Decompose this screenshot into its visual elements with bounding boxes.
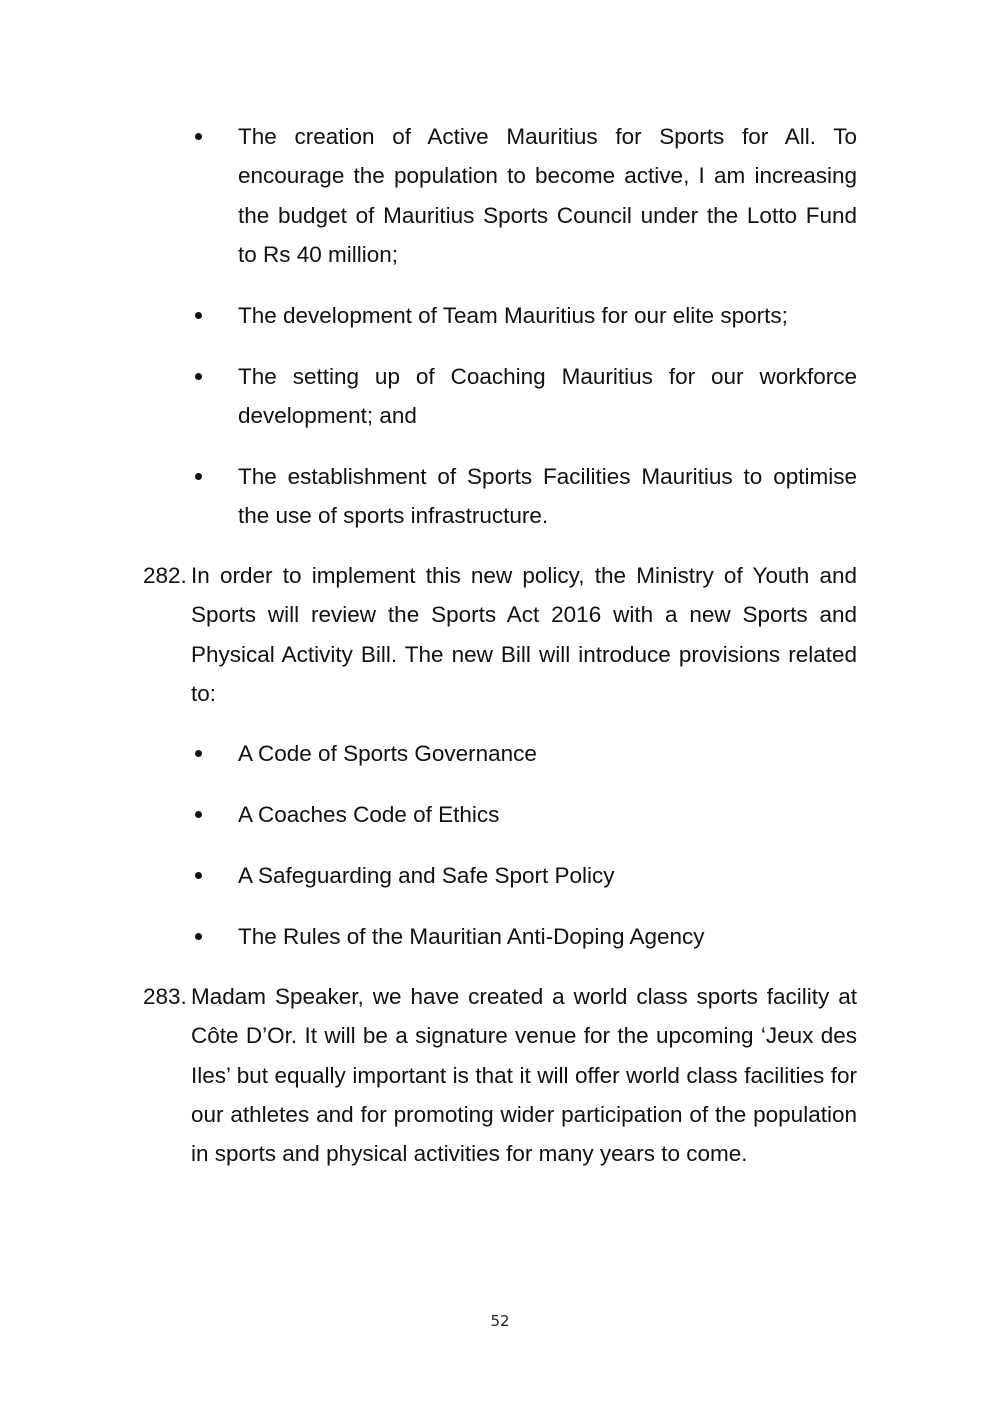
bullet-item: A Coaches Code of Ethics bbox=[238, 802, 500, 827]
bullet-marker bbox=[193, 734, 204, 773]
bullet-marker bbox=[193, 357, 204, 396]
bullet-marker bbox=[193, 457, 204, 496]
bullet-item: A Code of Sports Governance bbox=[238, 741, 537, 766]
paragraph-text: In order to implement this new policy, the Ministry of Youth and Sports will review the Sports Act 2016 with a new Sports and Physical Activity Bill. The new Bill will introduce provisions related to: bbox=[191, 563, 857, 706]
bullet-item: The creation of Active Mauritius for Sports for All. To encourage the population to become active, I am increasing the budget of Mauritius Sports Council under the Lotto Fund to Rs 40 million; bbox=[238, 124, 857, 267]
bullet-item: A Safeguarding and Safe Sport Policy bbox=[238, 863, 615, 888]
bullet-item: The setting up of Coaching Mauritius for our workforce development; and bbox=[238, 364, 857, 429]
bullet-marker bbox=[193, 856, 204, 895]
bullet-marker bbox=[193, 917, 204, 956]
paragraph-number: 283. bbox=[143, 984, 187, 1009]
bullet-item: The establishment of Sports Facilities Mauritius to optimise the use of sports infrastructure. bbox=[238, 464, 857, 529]
paragraph-text: Madam Speaker, we have created a world class sports facility at Côte D’Or. It will be a signature venue for the upcoming ‘Jeux des Iles’ but equally important is that it will offer world class facilities for our athletes and for promoting wider participation of the population in sports and physical activities for many years to come. bbox=[191, 984, 857, 1167]
paragraph-number: 282. bbox=[143, 563, 187, 588]
bullet-marker bbox=[193, 296, 204, 335]
page-number: 52 bbox=[490, 1312, 510, 1330]
bullet-item: The development of Team Mauritius for our elite sports; bbox=[238, 303, 788, 328]
bullet-item: The Rules of the Mauritian Anti-Doping Agency bbox=[238, 924, 705, 949]
bullet-marker bbox=[193, 795, 204, 834]
bullet-marker bbox=[193, 117, 204, 156]
